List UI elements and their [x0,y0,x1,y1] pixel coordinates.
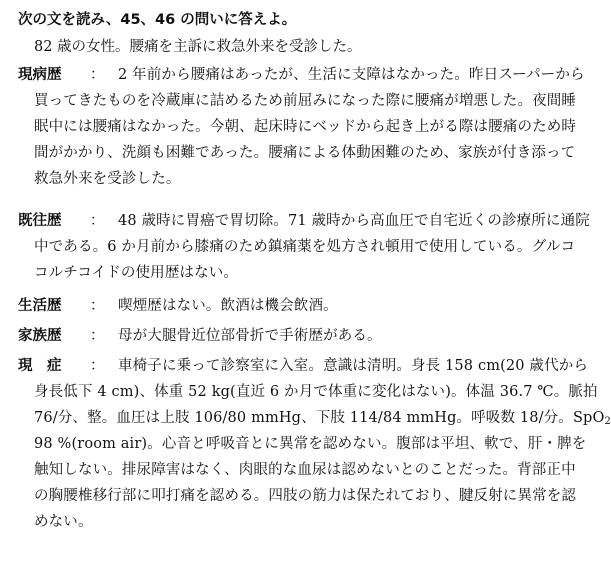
section-label: 現 症 [18,358,62,374]
text-line: 身長低下 4 cm)、体重 52 kg(直近 6 か月で体重に変化はない)。体温 36.7 ℃。脈拍 [34,384,598,400]
colon: ： [90,67,105,83]
case-intro: 82 歳の女性。腰痛を主訴に救急外来を受診した。 [34,39,362,55]
text-line: 中である。6 か月前から膝痛のため鎮痛薬を処方され頓用で使用している。グルコ [34,239,576,255]
text-line-spo2 [34,408,611,428]
text-segment: 76/分、整。血圧は上肢 106/80 mmHg、下肢 114/84 mmHg。呼吸数 18/分。SpO [34,410,605,426]
text-line: めない。 [34,514,93,530]
text-line: 48 歳時に胃癌で胃切除。71 歳時から高血圧で自宅近くの診療所に通院 [118,213,590,229]
section-label: 生活歴 [18,298,62,314]
text-line: 買ってきたものを冷蔵庫に詰めるため前屈みになった際に腰痛が増悪した。夜間睡 [34,93,577,109]
text-line: 2 年前から腰痛はあったが、生活に支障はなかった。昨日スーパーから [118,67,585,83]
text-line: 間がかかり、洗顔も困難であった。腰痛による体動困難のため、家族が付き添って [34,145,576,161]
text-line: 98 %(room air)。心音と呼吸音とに異常を認めない。腹部は平坦、軟で、肝・脾を [34,436,587,452]
colon: ： [90,328,105,344]
section-label: 既往歴 [18,213,62,229]
colon: ： [90,298,105,314]
text-line: 車椅子に乗って診察室に入室。意識は清明。身長 158 cm(20 歳代から [118,358,589,374]
text-line: 眠中には腰痛はなかった。今朝、起床時にベッドから起き上がる際は腰痛のため時 [34,119,577,135]
text-line: 救急外来を受診した。 [34,171,181,187]
colon: ： [90,213,105,229]
colon: ： [90,358,105,374]
text-line: コルチコイドの使用歴はない。 [34,265,239,281]
text-line: の胸腰椎移行部に叩打痛を認める。四肢の筋力は保たれており、腱反射に異常を認 [34,488,577,504]
spo2-subscript: 2 [604,416,611,427]
question-instruction: 次の文を読み、45、46 の問いに答えよ。 [18,12,297,28]
text-line: 喫煙歴はない。飲酒は機会飲酒。 [118,298,338,314]
section-label: 現病歴 [18,67,62,83]
text-line: 触知しない。排尿障害はなく、肉眼的な血尿は認めないとのことだった。背部正中 [34,462,576,478]
section-label: 家族歴 [18,328,62,344]
text-line: 母が大腿骨近位部骨折で手術歴がある。 [118,328,382,344]
